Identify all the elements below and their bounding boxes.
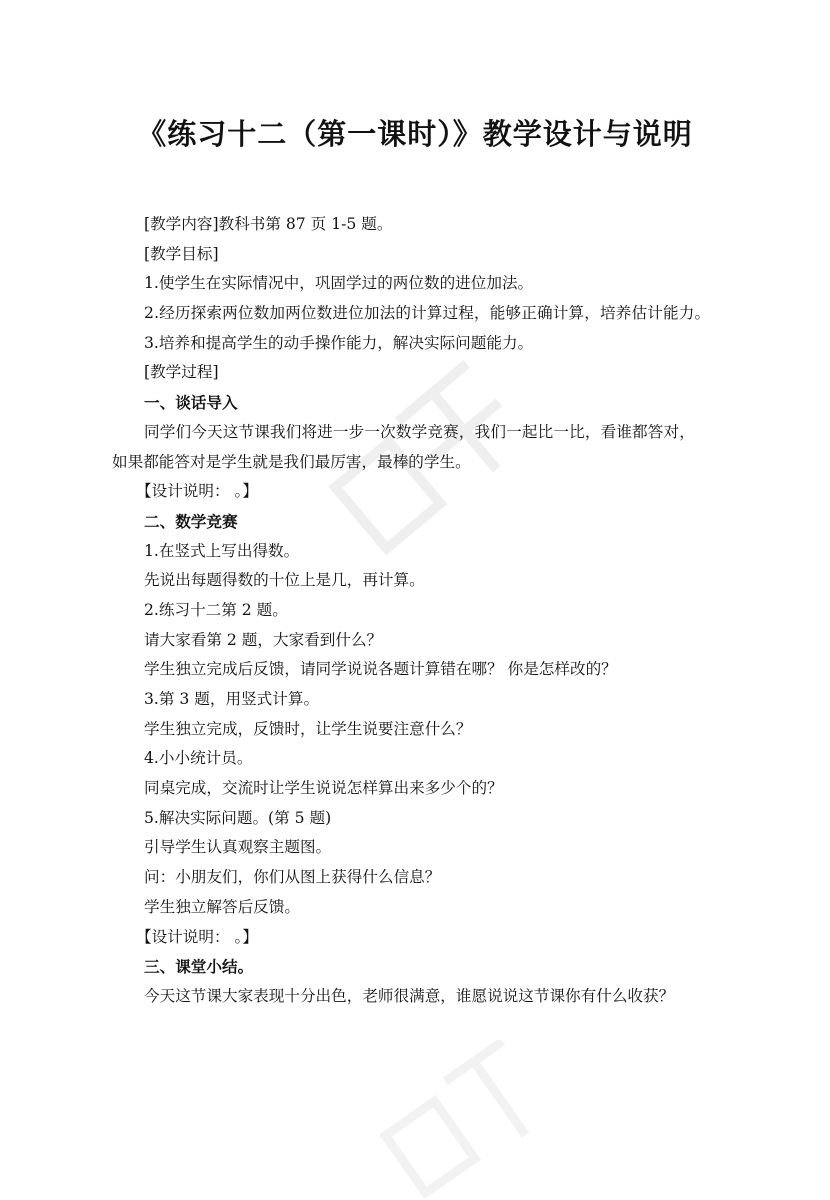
exercise-text: 请大家看第 2 题，大家看到什么？ bbox=[144, 630, 383, 649]
design-note-2: 【设计说明： 。】 bbox=[136, 927, 258, 946]
paragraph-line-continued: 如果都能答对是学生就是我们最厉害，最棒的学生。 bbox=[112, 452, 471, 471]
exercise-item-1: 1.在竖式上写出得数。 bbox=[144, 541, 300, 560]
section-heading-3: 三、课堂小结。 bbox=[144, 957, 254, 977]
goal-item-3: 3.培养和提高学生的动手操作能力，解决实际问题能力。 bbox=[144, 333, 534, 352]
exercise-text: 先说出每题得数的十位上是几，再计算。 bbox=[144, 571, 425, 590]
exercise-text: 引导学生认真观察主题图。 bbox=[144, 838, 332, 857]
exercise-item-5: 5.解决实际问题。(第 5 题) bbox=[144, 808, 332, 827]
teaching-content-line: [教学内容]教科书第 87 页 1-5 题。 bbox=[144, 215, 393, 233]
summary-text: 今天这节课大家表现十分出色，老师很满意，谁愿说说这节课你有什么收获？ bbox=[144, 986, 675, 1005]
exercise-text: 学生独立完成后反馈，请同学说说各题计算错在哪？ 你是怎样改的？ bbox=[144, 660, 617, 679]
goal-item-2: 2.经历探索两位数加两位数进位加法的计算过程，能够正确计算，培养估计能力。 bbox=[144, 304, 711, 323]
teaching-process-heading: [教学过程] bbox=[144, 363, 219, 382]
teaching-goals-heading: [教学目标] bbox=[144, 244, 219, 263]
exercise-text: 学生独立完成，反馈时，让学生说要注意什么？ bbox=[144, 719, 472, 738]
exercise-item-2: 2.练习十二第 2 题。 bbox=[144, 600, 288, 619]
document-title: 《练习十二（第一课时）》教学设计与说明 bbox=[137, 117, 693, 151]
exercise-item-4: 4.小小统计员。 bbox=[144, 749, 253, 768]
paragraph-line: 同学们今天这节课我们将进一步一次数学竞赛，我们一起比一比，看谁都答对， bbox=[144, 422, 696, 441]
exercise-item-3: 3.第 3 题，用竖式计算。 bbox=[144, 690, 320, 708]
exercise-text: 问：小朋友们，你们从图上获得什么信息？ bbox=[144, 868, 441, 887]
exercise-text: 学生独立解答后反馈。 bbox=[144, 897, 300, 916]
goal-item-1: 1.使学生在实际情况中，巩固学过的两位数的进位加法。 bbox=[144, 274, 534, 293]
document-body bbox=[112, 210, 734, 1012]
section-heading-2: 二、数学竞赛 bbox=[144, 511, 238, 531]
exercise-text: 同桌完成，交流时让学生说说怎样算出来多少个的？ bbox=[144, 779, 503, 798]
design-note-1: 【设计说明： 。】 bbox=[136, 482, 258, 501]
watermark-logo-bottom bbox=[360, 1040, 560, 1200]
section-heading-1: 一、谈话导入 bbox=[144, 393, 238, 413]
